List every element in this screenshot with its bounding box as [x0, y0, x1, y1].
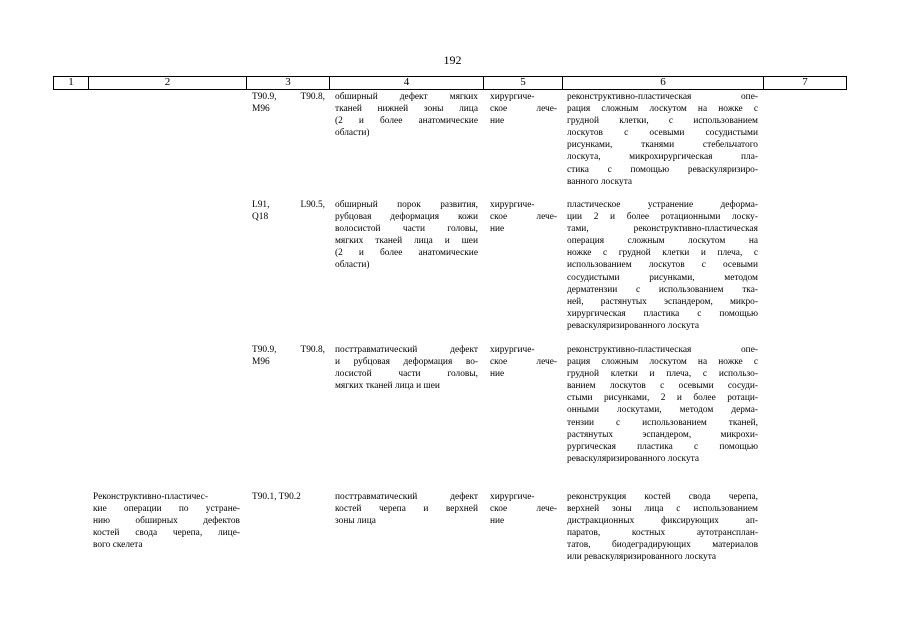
cell-text-line: вого скелета	[93, 540, 143, 551]
cell-text-line: ции 2 и более ротационными лоску-	[567, 212, 758, 223]
cell-text-line: посттравматический дефект	[335, 345, 478, 355]
column-header-5: 5	[483, 76, 562, 89]
cell-text-line: лоскутов с осевыми сосудистыми	[567, 128, 758, 139]
table-cell-column-3	[252, 491, 325, 503]
cell-text-line: реваскуляризированного лоскута	[567, 453, 700, 464]
cell-text-line: стыми рисунками, 2 и более ротаци-	[567, 393, 758, 404]
cell-text-line: хирургиче-	[490, 92, 535, 102]
cell-text-line: ское лече-	[490, 104, 557, 115]
cell-text-line: кие операции по устране-	[93, 504, 240, 515]
table-cell-column-5	[490, 344, 557, 380]
cell-text-line: операция сложным лоскутом на	[567, 236, 758, 247]
table-cell-column-4	[335, 199, 478, 272]
cell-text-line: Q18	[252, 212, 269, 223]
table-cell-column-2	[93, 491, 240, 551]
cell-text-line: зоны лица	[335, 516, 376, 527]
cell-text-line: хирургическая пластика с помощью	[567, 308, 758, 319]
cell-text-line: Реконструктивно-пластичес-	[93, 492, 208, 502]
cell-text-line: татов, биодеградирующих материалов	[567, 540, 758, 551]
table-cell-column-3	[252, 344, 325, 368]
cell-text-line: обширный дефект мягких	[335, 92, 478, 102]
cell-text-line: M96	[252, 104, 270, 115]
cell-text-line: ское лече-	[490, 357, 557, 368]
cell-text-line: реконструкция костей свода черепа,	[567, 492, 758, 502]
cell-text-line: ское лече-	[490, 212, 557, 223]
cell-text-line: мягких тканей лица и шеи	[335, 236, 478, 247]
cell-text-line: костей черепа и верхней	[335, 504, 478, 515]
cell-text-line: лоскута, микрохирургическая пла-	[567, 152, 758, 163]
column-header-6: 6	[562, 76, 763, 89]
cell-text-line: дистракционных фиксирующих ап-	[567, 516, 758, 527]
cell-text-line: ние	[490, 516, 505, 527]
table-cell-column-4	[335, 491, 478, 527]
cell-text-line: или реваскуляризированного лоскута	[567, 552, 717, 563]
cell-text-line: рисунками, тканями стебельчатого	[567, 140, 758, 151]
cell-text-line: использованием лоскутов с осевыми	[567, 260, 758, 271]
column-header-2: 2	[88, 76, 246, 89]
cell-text-line: рация сложным лоскутом на ножке с	[567, 357, 758, 368]
column-header-7: 7	[763, 76, 847, 89]
table-cell-column-5	[490, 91, 557, 127]
cell-text-line: T90.9, T90.8,	[252, 345, 325, 355]
cell-text-line: волосистой части головы,	[335, 224, 478, 235]
cell-text-line: тами, реконструктивно-пластическая	[567, 224, 758, 235]
cell-text-line: L91, L90.5,	[252, 200, 325, 210]
cell-text-line: грудной клетки, с использованием	[567, 116, 758, 127]
cell-text-line: реваскуляризированного лоскута	[567, 320, 700, 331]
table-cell-column-6	[567, 199, 758, 332]
cell-text-line: посттравматический дефект	[335, 492, 478, 502]
cell-text-line: хирургиче-	[490, 200, 535, 210]
cell-text-line: нию обширных дефектов	[93, 516, 240, 527]
cell-text-line: ское лече-	[490, 504, 557, 515]
cell-text-line: растянутых эспандером, микрохи-	[567, 429, 758, 440]
cell-text-line: тканей нижней зоны лица	[335, 104, 478, 115]
column-header-1: 1	[53, 76, 88, 89]
cell-text-line: реконструктивно-пластическая опе-	[567, 345, 758, 355]
column-header-4: 4	[329, 76, 483, 89]
cell-text-line: верхней зоны лица с использованием	[567, 504, 758, 515]
page-number: 192	[443, 53, 462, 67]
table-cell-column-6	[567, 91, 758, 188]
cell-text-line: T90.1, T90.2	[252, 492, 301, 502]
cell-text-line: стика с помощью реваскуляризиро-	[567, 164, 758, 175]
cell-text-line: ние	[490, 116, 505, 127]
cell-text-line: ванием лоскутов с осевыми сосуди-	[567, 381, 758, 392]
table-cell-column-6	[567, 491, 758, 564]
cell-text-line: обширный порок развития,	[335, 200, 478, 210]
cell-text-line: мягких тканей лица и шеи	[335, 381, 440, 392]
cell-text-line: костей свода черепа, лице-	[93, 528, 240, 539]
cell-text-line: (2 и более анатомические	[335, 248, 478, 259]
table-header-bottom-border	[53, 89, 847, 90]
cell-text-line: ние	[490, 369, 505, 380]
cell-text-line: ние	[490, 224, 505, 235]
cell-text-line: ванного лоскута	[567, 176, 633, 187]
table-cell-column-6	[567, 344, 758, 465]
cell-text-line: паратов, костных аутотрансплан-	[567, 528, 758, 539]
table-cell-column-5	[490, 491, 557, 527]
cell-text-line: рация сложным лоскутом на ножке с	[567, 104, 758, 115]
cell-text-line: хирургиче-	[490, 345, 535, 355]
cell-text-line: реконструктивно-пластическая опе-	[567, 92, 758, 102]
cell-text-line: грудной клетки и плеча, с использо-	[567, 369, 758, 380]
cell-text-line: ножке с грудной клетки и плеча, с	[567, 248, 758, 259]
cell-text-line: хирургиче-	[490, 492, 535, 502]
cell-text-line: области)	[335, 128, 370, 139]
cell-text-line: онными лоскутами, методом дерма-	[567, 405, 758, 416]
column-header-3: 3	[246, 76, 329, 89]
cell-text-line: области)	[335, 260, 370, 271]
table-cell-column-4	[335, 344, 478, 392]
cell-text-line: лосистой части головы,	[335, 369, 478, 380]
table-cell-column-3	[252, 199, 325, 223]
cell-text-line: T90.9, T90.8,	[252, 92, 325, 102]
cell-text-line: тензии с использованием тканей,	[567, 417, 758, 428]
table-cell-column-4	[335, 91, 478, 139]
table-cell-column-3	[252, 91, 325, 115]
cell-text-line: сосудистыми рисунками, методом	[567, 272, 758, 283]
cell-text-line: рубцовая деформация кожи	[335, 212, 478, 223]
cell-text-line: (2 и более анатомические	[335, 116, 478, 127]
cell-text-line: и рубцовая деформация во-	[335, 357, 478, 368]
cell-text-line: ней, растянутых эспандером, микро-	[567, 296, 758, 307]
cell-text-line: рургическая пластика с помощью	[567, 441, 758, 452]
cell-text-line: дерматензии с использованием тка-	[567, 284, 758, 295]
cell-text-line: M96	[252, 357, 270, 368]
table-cell-column-5	[490, 199, 557, 235]
cell-text-line: пластическое устранение деформа-	[567, 200, 758, 210]
